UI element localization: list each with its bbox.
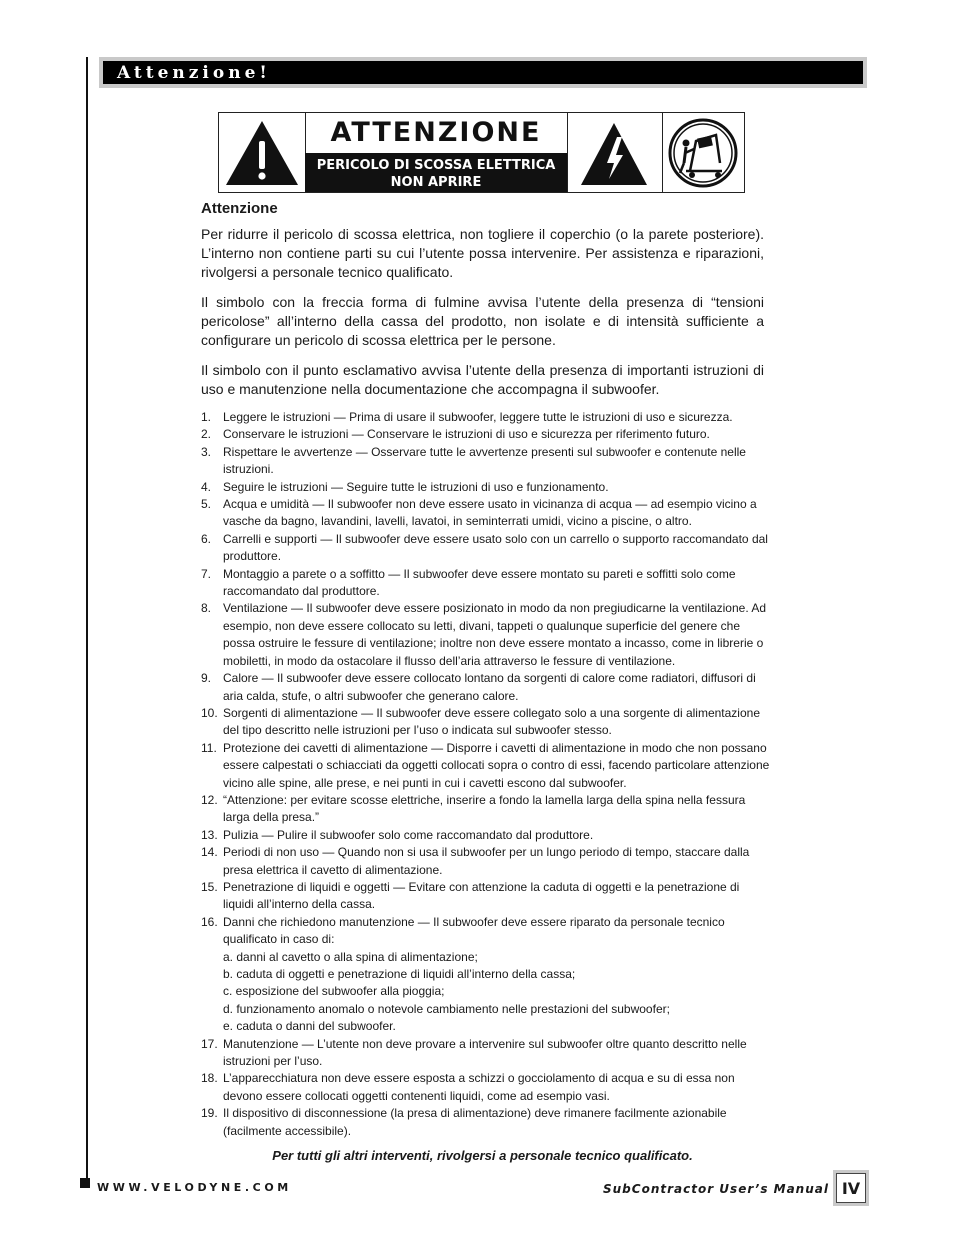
cart-tipover-icon bbox=[662, 113, 744, 192]
list-item-text: L’apparecchiatura non deve essere esposta a schizzi o gocciolamento di acqua e su di essa non devono essere collocati oggetti contenenti liquidi, come ad esempio vasi. bbox=[223, 1071, 735, 1103]
list-item-text: Pulizia — Pulire il subwoofer solo come raccomandato dal produttore. bbox=[223, 827, 594, 842]
list-item-text: Leggere le istruzioni — Prima di usare il subwoofer, leggere tutte le istruzioni di uso e sicurezza. bbox=[223, 410, 733, 424]
warning-text-cell bbox=[305, 113, 568, 192]
section-heading: Attenzione bbox=[201, 200, 278, 217]
list-item-text: Seguire le istruzioni — Seguire tutte le istruzioni di uso e funzionamento. bbox=[223, 479, 609, 494]
list-subitem: e. caduta o danni del subwoofer. bbox=[223, 1019, 396, 1034]
list-item bbox=[201, 914, 771, 1036]
list-item-text: “Attenzione: per evitare scosse elettriche, inserire a fondo la lamella larga della spina nella fessura larga della presa.” bbox=[223, 792, 746, 825]
list-item-number: 18. bbox=[201, 1071, 218, 1086]
page-number-box bbox=[833, 1170, 869, 1206]
list-item bbox=[201, 496, 771, 531]
list-subitem: b. caduta di oggetti e penetrazione di liquidi all’interno della cassa; bbox=[223, 967, 576, 981]
warning-title: ATTENZIONE bbox=[330, 117, 542, 148]
list-item-text: Penetrazione di liquidi e oggetti — Evitare con attenzione la caduta di oggetti e la penetrazione di liquidi all’interno della cassa. bbox=[223, 879, 740, 912]
warning-lightning-cell bbox=[567, 113, 663, 192]
list-item-text: Conservare le istruzioni — Conservare le istruzioni di uso e sicurezza per riferimento futuro. bbox=[223, 427, 710, 442]
page-number: IV bbox=[836, 1173, 866, 1203]
list-item bbox=[201, 792, 771, 827]
list-item-text: Danni che richiedono manutenzione — Il subwoofer deve essere riparato da personale tecnico qualificato in caso di: bbox=[223, 914, 725, 947]
list-item-number: 1. bbox=[201, 410, 212, 424]
list-item bbox=[201, 740, 771, 792]
list-item-text: Manutenzione — L’utente non deve provare a intervenire sul subwoofer oltre quanto descritto nelle istruzioni per l’uso. bbox=[223, 1036, 747, 1069]
list-item-number: 5. bbox=[201, 497, 212, 512]
list-item bbox=[201, 479, 771, 496]
list-item-number: 10. bbox=[201, 705, 218, 720]
list-item bbox=[201, 1105, 771, 1140]
lightning-triangle-icon bbox=[567, 113, 662, 192]
list-item-number: 11. bbox=[201, 740, 217, 755]
intro-paragraph-1: Per ridurre il pericolo di scossa elettrica, non togliere il coperchio (o la parete posteriore). L’interno non contiene parti su cui l’utente possa intervenire. Per assistenza e riparazioni, rivolgersi a personale tecnico qualificato. bbox=[201, 226, 764, 280]
list-item-number: 2. bbox=[201, 427, 212, 442]
list-item bbox=[201, 1070, 771, 1105]
warning-band bbox=[305, 153, 567, 192]
list-item-number: 12. bbox=[201, 792, 218, 807]
list-item bbox=[201, 879, 771, 914]
list-item-number: 7. bbox=[201, 566, 212, 581]
list-item bbox=[201, 566, 771, 601]
list-item-number: 19. bbox=[201, 1106, 218, 1121]
left-margin-rule bbox=[86, 57, 88, 1187]
list-item-text: Calore — Il subwoofer deve essere collocato lontano da sorgenti di calore come radiatori, diffusori di aria calda, stufe, o altri subwoofer che generano calore. bbox=[223, 671, 756, 703]
list-item bbox=[201, 426, 771, 443]
list-item bbox=[201, 531, 771, 566]
list-item-text: Il dispositivo di disconnessione (la presa di alimentazione) deve rimanere facilmente azionabile (facilmente accessibile). bbox=[223, 1106, 727, 1138]
list-item bbox=[201, 670, 771, 705]
list-item bbox=[201, 444, 771, 479]
list-subitem: c. esposizione del subwoofer alla pioggia; bbox=[223, 984, 445, 999]
website-url: WWW.VELODYNE.COM bbox=[97, 1181, 292, 1194]
list-item-number: 8. bbox=[201, 601, 212, 616]
list-item-text: Acqua e umidità — Il subwoofer non deve essere usato in vicinanza di acqua — ad esempio vicino a vasche da bagno, lavandini, lavelli, lavatoi, in seminterrati umidi, vicino a piscine, o altro. bbox=[223, 497, 757, 529]
warning-exclamation-cell bbox=[219, 113, 306, 192]
list-item bbox=[201, 1036, 771, 1071]
manual-title: SubContractor User’s Manual bbox=[603, 1182, 829, 1196]
intro-paragraph-2: Il simbolo con la freccia forma di fulmine avvisa l’utente della presenza di “tensioni pericolose” all’interno della cassa del prodotto, non isolate e di intensità sufficiente a configurare un pericolo di scossa elettrica per le persone. bbox=[201, 294, 764, 348]
list-item-number: 13. bbox=[201, 827, 218, 842]
list-item-number: 4. bbox=[201, 479, 212, 494]
list-item-number: 16. bbox=[201, 914, 218, 929]
list-item-number: 3. bbox=[201, 444, 212, 459]
list-item-text: Ventilazione — Il subwoofer deve essere posizionato in modo da non pregiudicarne la ventilazione. Ad esempio, non deve essere collocato su letti, divani, tappeti o qualunque superficie del genere che possa ostruire le fessure di ventilazione; inoltre non deve essere montato a incasso, come in librerie o mobiletti, in modo da ostacolare il flusso dell’aria attraverso le fessure di ventilazione. bbox=[223, 601, 767, 668]
left-margin-marker bbox=[80, 1178, 90, 1188]
list-item bbox=[201, 600, 771, 670]
warning-cart-cell bbox=[662, 113, 744, 192]
list-item-number: 6. bbox=[201, 531, 212, 546]
list-item-number: 9. bbox=[201, 671, 212, 686]
warning-line-1: PERICOLO DI SCOSSA ELETTRICA bbox=[316, 158, 556, 173]
list-item-text: Protezione dei cavetti di alimentazione — Disporre i cavetti di alimentazione in modo che non possano essere calpestati o schiacciati da oggetti collocati sopra o contro di essi, facendo particolare attenzione vicino alle spine, alle prese, e nei punti in cui i cavetti escono dal subwoofer. bbox=[223, 740, 770, 790]
list-item bbox=[201, 705, 771, 740]
section-header bbox=[99, 57, 867, 88]
instructions-list bbox=[201, 409, 771, 1140]
warning-line-2: NON APRIRE bbox=[390, 175, 482, 190]
list-item-number: 14. bbox=[201, 845, 218, 860]
list-item-number: 17. bbox=[201, 1036, 218, 1051]
list-item-number: 15. bbox=[201, 879, 218, 894]
list-item-text: Rispettare le avvertenze — Osservare tutte le avvertenze presenti sul subwoofer e contenute nelle istruzioni. bbox=[223, 444, 746, 477]
list-item-text: Periodi di non uso — Quando non si usa il subwoofer per un lungo periodo di tempo, staccare dalla presa elettrica il cavetto di alimentazione. bbox=[223, 845, 750, 877]
list-subitem: d. funzionamento anomalo o notevole cambiamento nelle prestazioni del subwoofer; bbox=[223, 1001, 670, 1016]
list-item bbox=[201, 827, 771, 844]
list-item bbox=[201, 409, 771, 426]
list-item bbox=[201, 844, 771, 879]
intro-paragraph-3: Il simbolo con il punto esclamativo avvisa l’utente della presenza di importanti istruzioni di uso e manutenzione nella documentazione che accompagna il subwoofer. bbox=[201, 362, 764, 397]
warning-label bbox=[218, 112, 745, 193]
section-title: Attenzione! bbox=[117, 63, 271, 83]
list-subitem: a. danni al cavetto o alla spina di alimentazione; bbox=[223, 949, 478, 964]
exclamation-triangle-icon bbox=[219, 113, 305, 192]
closing-note: Per tutti gli altri interventi, rivolgersi a personale tecnico qualificato. bbox=[272, 1148, 693, 1163]
list-item-text: Carrelli e supporti — Il subwoofer deve essere usato solo con un carrello o supporto raccomandato dal produttore. bbox=[223, 531, 768, 564]
list-item-text: Sorgenti di alimentazione — Il subwoofer deve essere collegato solo a una sorgente di alimentazione del tipo descritto nelle istruzioni per l’uso o indicata sul subwoofer stesso. bbox=[223, 705, 760, 738]
list-item-text: Montaggio a parete o a soffitto — Il subwoofer deve essere montato su pareti e soffitti solo come raccomandato dal produttore. bbox=[223, 566, 736, 599]
